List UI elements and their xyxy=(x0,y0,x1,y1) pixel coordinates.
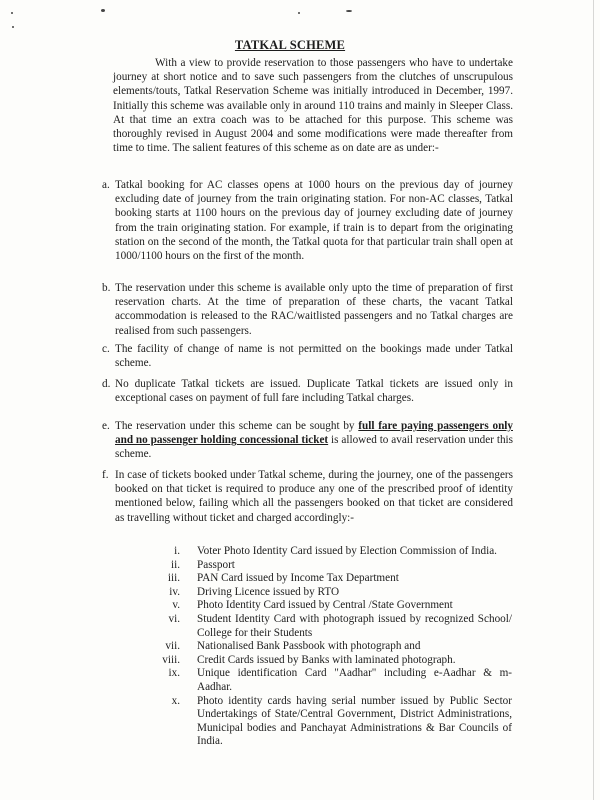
id-proof-text: Passport xyxy=(197,558,235,571)
id-proof-text: Photo identity cards having serial number issued by Public Sector Undertakings of State/Central Government, District Administrations, Municipal bodies and Panchayat Administrations & Bar Councils of India. xyxy=(197,694,512,748)
id-proof-number: x. xyxy=(171,694,180,707)
list-item-a xyxy=(102,178,513,263)
id-proof-number: iv. xyxy=(169,585,180,598)
item-text-after: is allowed to avail reservation under this scheme. xyxy=(115,434,514,461)
id-proof-text: Voter Photo Identity Card issued by Election Commission of India. xyxy=(197,545,497,557)
scan-speck xyxy=(11,12,13,14)
scan-speck xyxy=(346,10,352,12)
item-marker: f. xyxy=(102,469,109,481)
id-proof-item xyxy=(152,599,512,613)
id-proof-number: v. xyxy=(172,599,180,612)
id-proof-item xyxy=(152,640,512,654)
item-text xyxy=(115,419,513,462)
id-proof-item xyxy=(152,667,512,694)
item-text: No duplicate Tatkal tickets are issued. Duplicate Tatkal tickets are issued only in exceptional cases on payment of full fare including Tatkal charges. xyxy=(115,378,513,405)
item-text: Tatkal booking for AC classes opens at 1000 hours on the previous day of journey excluding date of journey from the train originating station. For non-AC classes, Tatkal booking starts at 1100 hours on the previous day of journey excluding date of journey from the train originating station. For example, if train is to depart from the originating station on the second of the month, the Tatkal quota for that particular train shall open at 1000/1100 hours on the first of the month. xyxy=(115,179,513,263)
intro-text: With a view to provide reservation to those passengers who have to undertake journey at short notice and to save such passengers from the clutches of unscrupulous elements/touts, Tatkal Reservation Scheme was initially introduced in December, 1997. Initially this scheme was available only in around 110 trains and mainly in Sleeper Class. At that time an extra coach was to be attached for this purpose. This scheme was thoroughly revised in August 2004 and some modifications were made thereafter from time to time. The salient features of this scheme as on date are as under:- xyxy=(113,57,513,155)
id-proof-item xyxy=(152,559,512,573)
item-marker: b. xyxy=(102,282,111,294)
id-proof-number: ix. xyxy=(168,667,180,680)
id-proof-text: Photo Identity Card issued by Central /State Government xyxy=(197,599,453,612)
intro-paragraph xyxy=(113,56,513,155)
page-edge-shadow xyxy=(593,0,594,800)
item-text: The facility of change of name is not permitted on the bookings made under Tatkal scheme. xyxy=(115,343,513,370)
id-proof-text: Unique identification Card "Aadhar" including e-Aadhar & m-Aadhar. xyxy=(197,667,512,693)
scan-speck xyxy=(101,9,105,12)
id-proof-text: PAN Card issued by Income Tax Department xyxy=(197,572,399,585)
id-proof-number: viii. xyxy=(162,653,180,666)
id-proof-text: Credit Cards issued by Banks with laminated photograph. xyxy=(197,653,456,666)
item-marker: e. xyxy=(102,420,110,432)
item-text: The reservation under this scheme is available only upto the time of preparation of first reservation charts. At the time of preparation of these charts, the vacant Tatkal accommodation is released to the RAC/waitlisted passengers and no Tatkal charges are realised from such passengers. xyxy=(115,282,513,337)
id-proof-text: Student Identity Card with photograph issued by recognized School/ College for their Students xyxy=(197,612,512,639)
id-proof-text: Driving Licence issued by RTO xyxy=(197,585,340,598)
item-marker: d. xyxy=(102,378,111,390)
scan-speck xyxy=(12,26,14,28)
page-title: TATKAL SCHEME xyxy=(234,38,346,52)
scan-speck xyxy=(298,12,300,14)
id-proof-item xyxy=(152,695,512,749)
id-proof-text: Nationalised Bank Passbook with photograph and xyxy=(197,640,421,653)
item-text: In case of tickets booked under Tatkal scheme, during the journey, one of the passengers booked on that ticket is required to produce any one of the prescribed proof of identity mentioned below, failing which all the passengers booked on that ticket are considered as travelling without ticket and charged accordingly:- xyxy=(115,469,513,524)
id-proof-item xyxy=(152,654,512,668)
item-marker: c. xyxy=(102,343,110,355)
list-item-f xyxy=(102,468,513,525)
id-proof-number: ii. xyxy=(170,558,180,571)
identity-proof-list xyxy=(152,545,512,749)
list-item-e xyxy=(102,419,514,462)
id-proof-number: i. xyxy=(174,545,180,557)
emphasized-condition: full fare paying passengers only and no passenger holding concessional ticket xyxy=(115,420,513,447)
id-proof-item xyxy=(152,586,512,600)
item-text-before: The reservation under this scheme can be sought by xyxy=(115,420,359,432)
id-proof-number: vii. xyxy=(165,640,180,653)
list-item-c xyxy=(102,342,513,370)
id-proof-item xyxy=(152,545,512,559)
id-proof-item xyxy=(152,572,512,586)
id-proof-number: iii. xyxy=(167,572,180,585)
item-marker: a. xyxy=(102,179,110,191)
id-proof-number: vi. xyxy=(168,612,180,625)
id-proof-item xyxy=(152,613,512,640)
list-item-b xyxy=(102,281,513,338)
list-item-d xyxy=(102,377,513,405)
